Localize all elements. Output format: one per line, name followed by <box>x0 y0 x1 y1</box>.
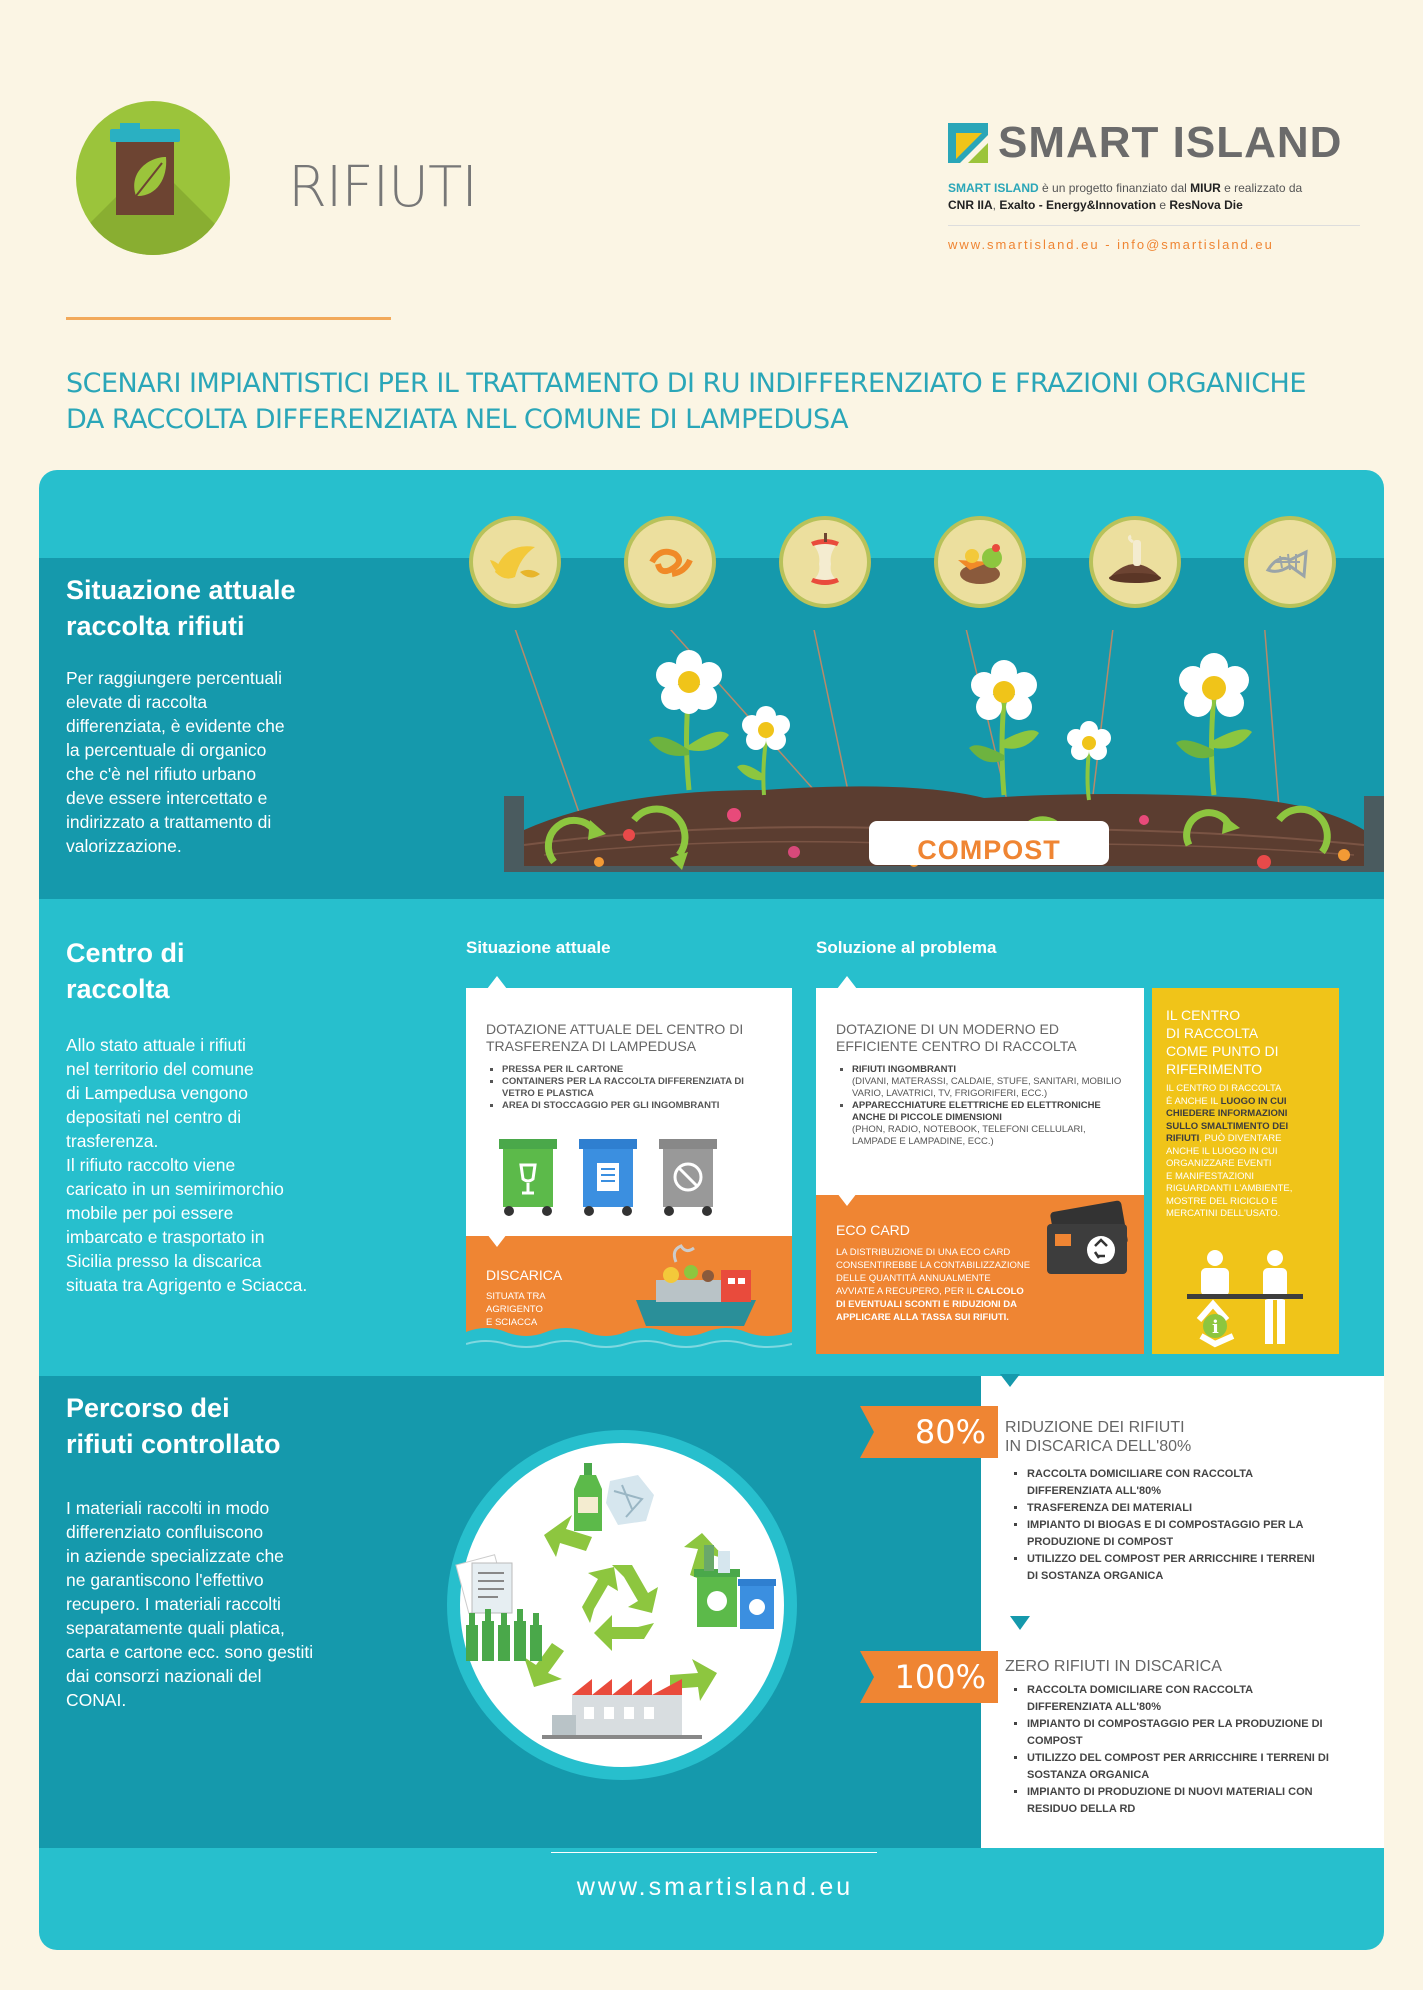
eco-card-icon <box>1039 1200 1139 1280</box>
page-title: RIFIUTI <box>288 155 477 220</box>
vegetables-icon <box>934 516 1026 608</box>
orange-peel-icon <box>624 516 716 608</box>
footer-divider <box>551 1852 877 1853</box>
ecocard-text: LA DISTRIBUZIONE DI UNA ECO CARD CONSENTIREBBE LA CONTABILIZZAZIONE DELLE QUANTITÀ ANNUALMENTE AVVIATE A RECUPERO, PER IL CALCOLO DI EVENTUALI SCONTI E RIDUZIONI DA APPLICARE ALLA TASSA SUI RIFIUTI. <box>836 1247 1031 1323</box>
dotazione-attuale-list: ▪ PRESSA PER IL CARTONE ▪ CONTAINERS PER LA RACCOLTA DIFFERENZIATA DI VETRO E PLASTICA ▪ AREA DI STOCCAGGIO PER GLI INGOMBRANTI <box>486 1064 744 1112</box>
riferimento-title: IL CENTRO DI RACCOLTA COME PUNTO DI RIFERIMENTO <box>1166 1007 1279 1077</box>
paper-bin-icon <box>579 1139 637 1216</box>
pct-100-tag: 100% <box>860 1651 998 1703</box>
main-panel <box>39 470 1384 1950</box>
riduzione-list: ▪ RACCOLTA DOMICILIARE CON RACCOLTA DIFFERENZIATA ALL'80% ▪ TRASFERENZA DEI MATERIALI ▪ IMPIANTO DI BIOGAS E DI COMPOSTAGGIO PER LA PRODUZIONE DI COMPOST ▪ UTILIZZO DEL COMPOST PER ARRICCHIRE I TERRENI DI SOSTANZA ORGANICA <box>1005 1466 1315 1585</box>
info-point-icon <box>1179 1250 1319 1350</box>
flower-icon <box>649 650 729 790</box>
zero-rifiuti-title: ZERO RIFIUTI IN DISCARICA <box>1005 1658 1222 1675</box>
brand-name: SMART ISLAND <box>998 118 1343 167</box>
dotazione-attuale-title: DOTAZIONE ATTUALE DEL CENTRO DI TRASFERENZA DI LAMPEDUSA <box>486 1021 744 1054</box>
divider <box>66 317 391 320</box>
compost-label: COMPOST <box>917 835 1061 865</box>
situazione-body: Per raggiungere percentuali elevate di raccolta differenziata, è evidente che la percentuale di organico che c'è nel rifiuto urbano deve essere intercettato e indirizzato a trattamento di valorizzazione. <box>66 668 285 856</box>
discarica-title: DISCARICA <box>486 1267 563 1283</box>
brand-website-link[interactable]: www.smartisland.eu - info@smartisland.eu <box>948 237 1274 252</box>
ship-illustration <box>466 1240 792 1354</box>
dotazione-moderno-title: DOTAZIONE DI UN MODERNO ED EFFICIENTE CENTRO DI RACCOLTA <box>836 1021 1077 1054</box>
centro-body: Allo stato attuale i rifiuti nel territorio del comune di Lampedusa vengono depositati nel centro di trasferenza. Il rifiuto raccolto viene caricato in un semirimorchio mobile per poi essere imbarcato e trasportato in Sicilia presso la discarica situata tra Agrigento e Sciacca. <box>66 1035 308 1295</box>
coffee-grounds-icon <box>1089 516 1181 608</box>
arrow-down-icon <box>1010 1616 1030 1630</box>
situazione-title: Situazione attuale raccolta rifiuti <box>66 575 296 641</box>
fish-bone-icon <box>1244 516 1336 608</box>
dotazione-moderno-list: ▪ RIFIUTI INGOMBRANTI (DIVANI, MATERASSI, CALDAIE, STUFE, SANITARI, MOBILIO VARIO, LAVATRICI, TV, FRIGORIFERI, ECC.) ▪ APPARECCHIATURE ELETTRICHE ED ELETTRONICHE ANCHE DI PICCOLE DIMENSIONI (PHON, RADIO, NOTEBOOK, TELEFONI CELLULARI, LAMPADE E LAMPADINE, ECC.) <box>836 1064 1121 1148</box>
ecocard-title: ECO CARD <box>836 1222 910 1238</box>
containers-illustration <box>499 1135 739 1225</box>
brand-description: SMART ISLAND è un progetto finanziato dal MIUR e realizzato da CNR IIA, Exalto - Energy&Innovation e ResNova Die <box>948 181 1303 212</box>
percorso-body: I materiali raccolti in modo differenziato confluiscono in aziende specializzate che ne garantiscono l'effettivo recupero. I materiali raccolti separatamente quali platica, carta e cartone ecc. sono gestiti dai consorzi nazionali del CONAI. <box>66 1498 314 1710</box>
apple-core-icon <box>779 516 871 608</box>
banana-peel-icon <box>469 516 561 608</box>
riferimento-text: IL CENTRO DI RACCOLTA È ANCHE IL LUOGO IN CUI CHIEDERE INFORMAZIONI SULLO SMALTIMENTO DEI RIFIUTI, PUÒ DIVENTARE ANCHE IL LUOGO IN CUI ORGANIZZARE EVENTI E MANIFESTAZIONI RIGUARDANTI L'AMBIENTE, MOSTRE DEL RICICLO E MERCATINI DELL'USATO. <box>1166 1083 1293 1219</box>
discarica-text: SITUATA TRA AGRIGENTO E SCIACCA <box>486 1291 546 1328</box>
recycle-cycle-illustration <box>442 1425 802 1785</box>
svg-text:i: i <box>1212 1317 1219 1338</box>
centro-title: Centro di raccolta <box>66 938 185 1004</box>
glass-bin-icon <box>499 1139 557 1216</box>
rifiuti-logo-icon <box>76 101 230 255</box>
riduzione-title: RIDUZIONE DEI RIFIUTI IN DISCARICA DELL'80% <box>1005 1419 1192 1455</box>
zero-rifiuti-list: ▪ RACCOLTA DOMICILIARE CON RACCOLTA DIFFERENZIATA ALL'80% ▪ IMPIANTO DI COMPOSTAGGIO PER LA PRODUZIONE DI COMPOST ▪ UTILIZZO DEL COMPOST PER ARRICCHIRE I TERRENI DI SOSTANZA ORGANICA ▪ IMPIANTO DI PRODUZIONE DI NUOVI MATERIALI CON RESIDUO DELLA RD <box>1005 1682 1329 1818</box>
footer-website-link[interactable]: www.smartisland.eu <box>576 1873 854 1901</box>
smart-island-logo-icon <box>948 123 988 163</box>
undifferentiated-bin-icon <box>659 1139 717 1216</box>
pct-80-tag: 80% <box>860 1406 998 1458</box>
soluzione-heading: Soluzione al problema <box>816 938 997 957</box>
percorso-title: Percorso dei rifiuti controllato <box>66 1393 281 1459</box>
main-title: SCENARI IMPIANTISTICI PER IL TRATTAMENTO DI RU INDIFFERENZIATO E FRAZIONI ORGANICHE DA RACCOLTA DIFFERENZIATA NEL COMUNE DI LAMPEDUSA <box>66 368 1306 435</box>
situazione-attuale-heading: Situazione attuale <box>466 938 611 957</box>
